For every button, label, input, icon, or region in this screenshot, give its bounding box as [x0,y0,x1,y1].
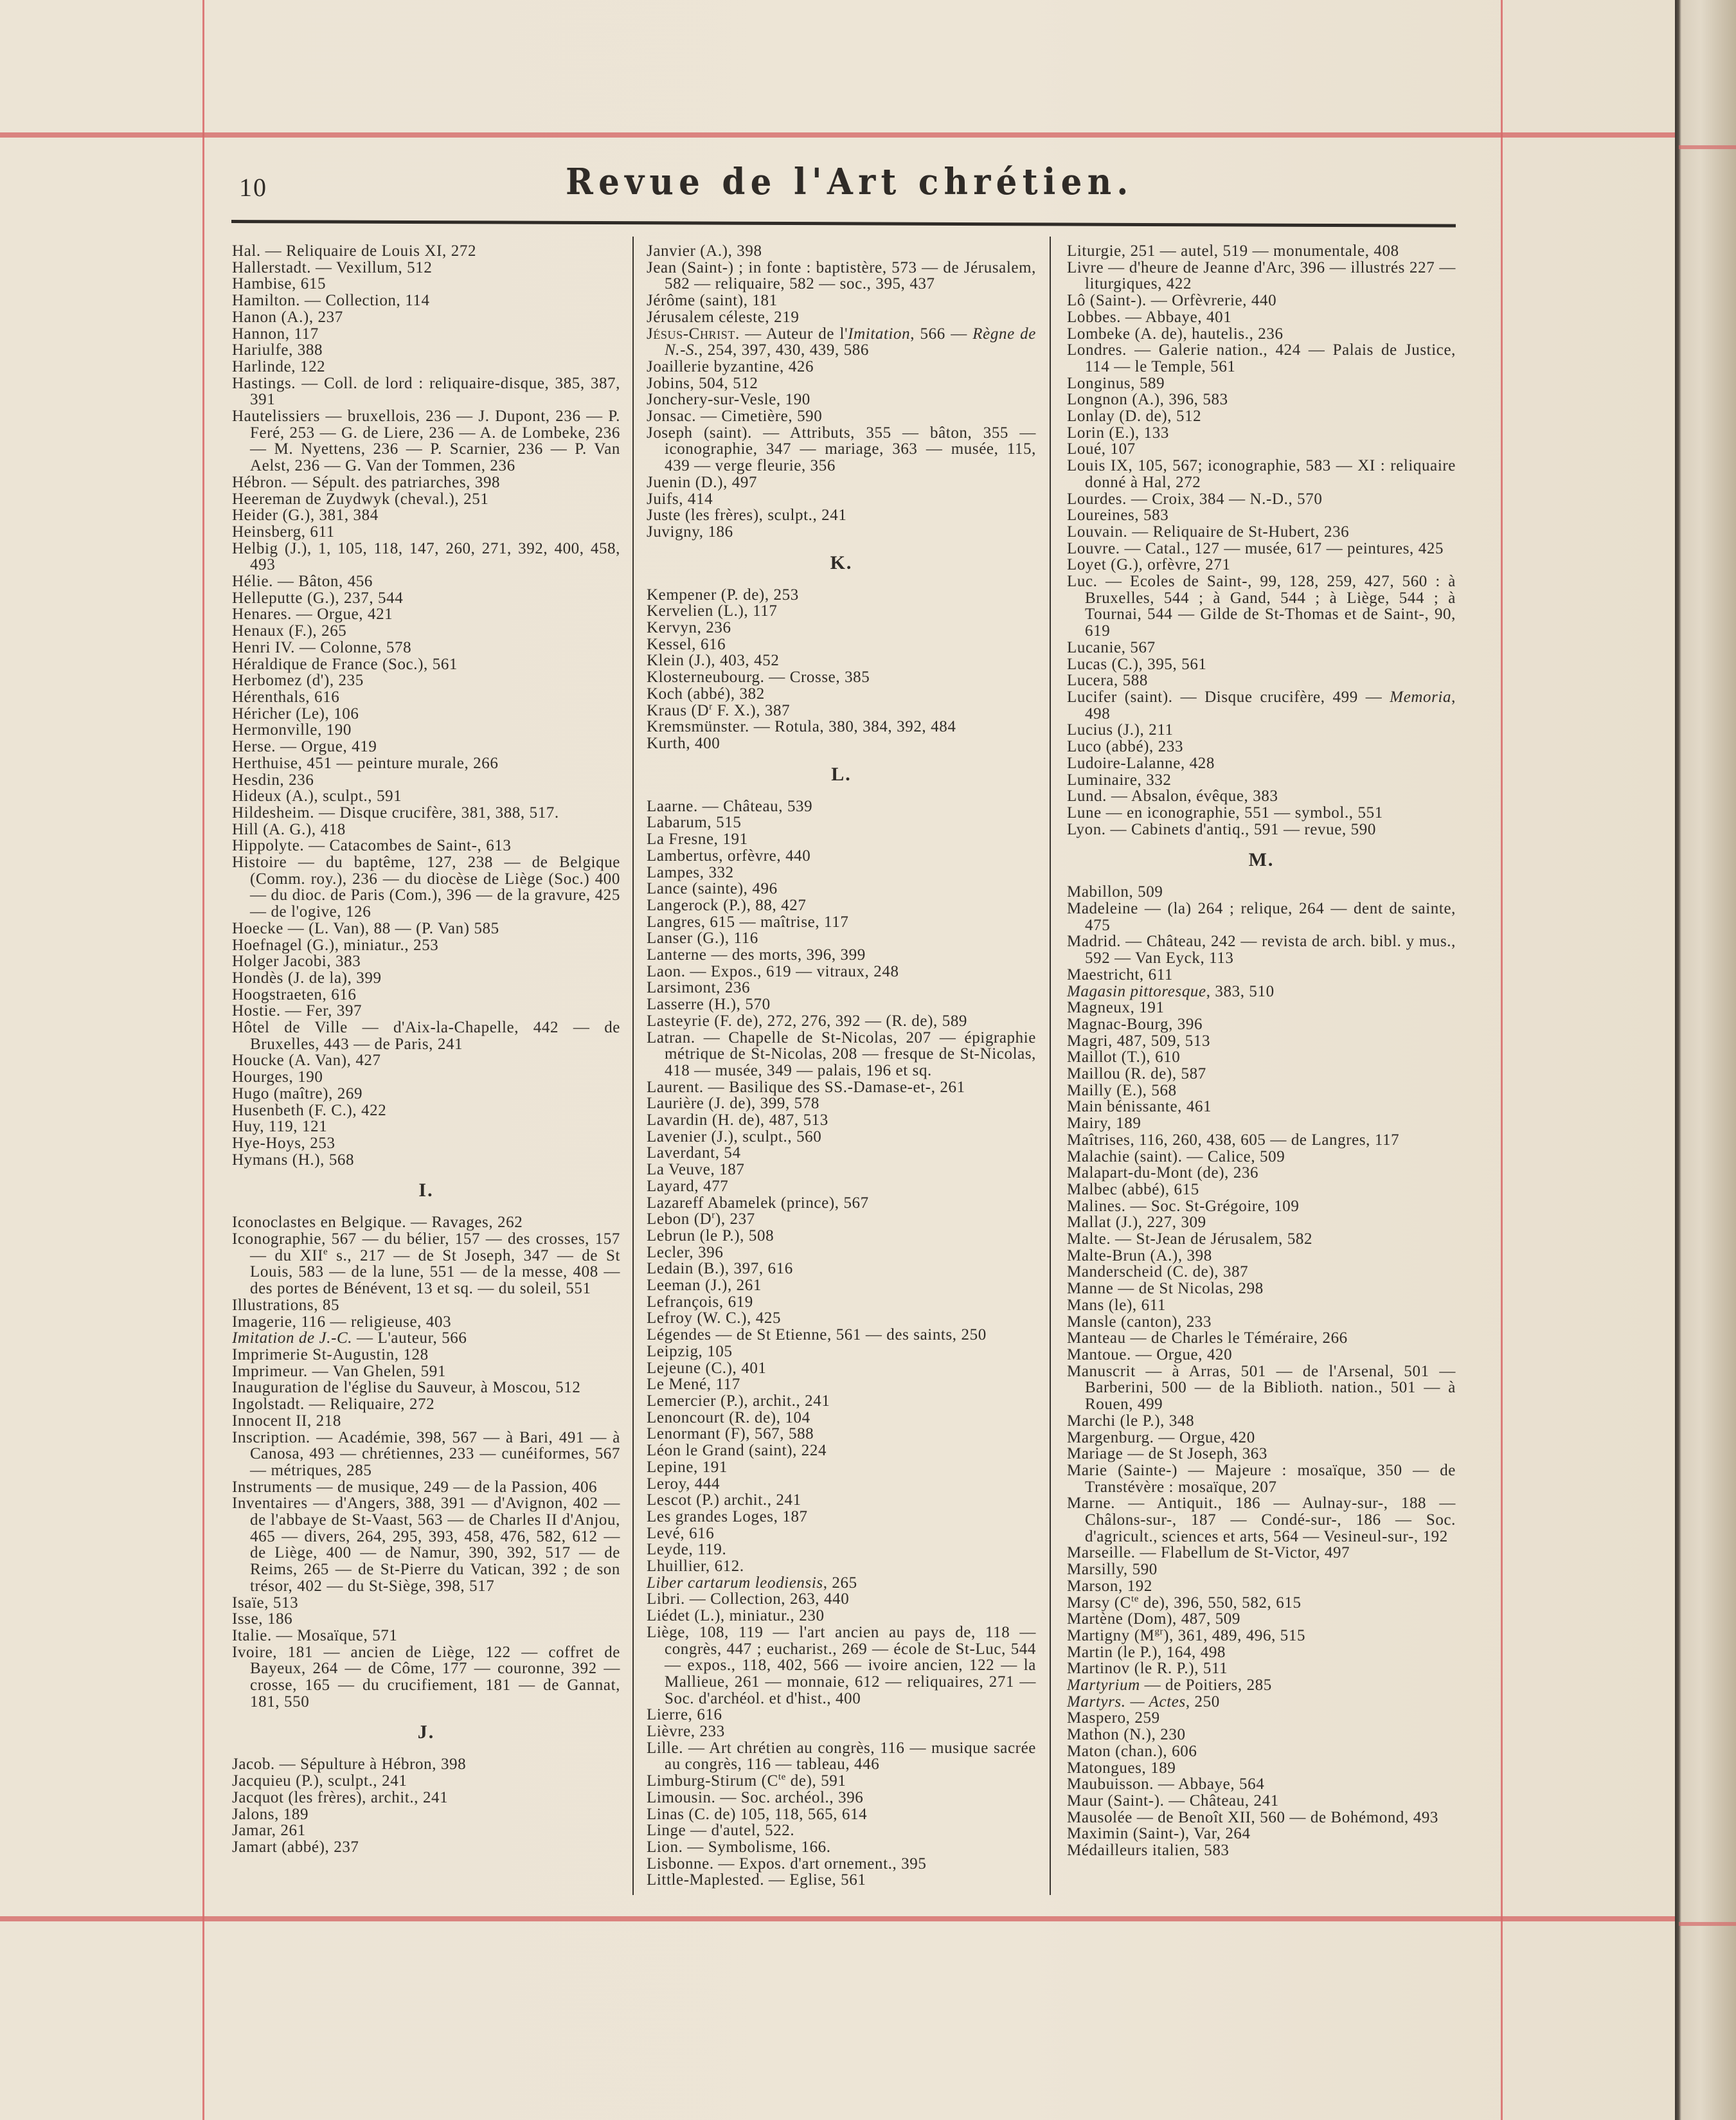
index-entry: Innocent II, 218 [232,1412,341,1430]
index-entry: Lune — en iconographie, 551 — symbol., 551 [1067,804,1383,822]
index-entry: Manne — de St Nicolas, 298 [1067,1280,1264,1298]
index-entry: Libri. — Collection, 263, 440 [647,1590,850,1608]
index-entry: Hye-Hoys, 253 [232,1134,336,1152]
index-entry: Marson, 192 [1067,1577,1152,1595]
index-entry: Magri, 487, 509, 513 [1067,1032,1211,1050]
index-entry: Mansle (canton), 233 [1067,1313,1212,1331]
index-entry: Manderscheid (C. de), 387 [1067,1263,1249,1281]
entry-text: , 265 [823,1574,857,1592]
index-entry: Hondès (J. de la), 399 [232,969,382,987]
index-entry: Martinov (le R. P.), 511 [1067,1660,1228,1678]
entry-text: . — Auteur de l' [735,325,848,343]
section-letter-heading: J. [417,1721,435,1743]
index-entry: Hoefnagel (G.), miniatur., 253 [232,936,439,954]
entry-italic-title: Règne de N.-S. [665,325,1036,359]
index-entry: La Veuve, 187 [647,1161,745,1179]
entry-text: Martigny (M [1067,1626,1155,1644]
entry-text: Lucifer (saint). — Disque crucifère, 499 — [1067,688,1390,706]
index-entry: Marsilly, 590 [1067,1561,1158,1579]
index-entry: Lô (Saint-). — Orfèvrerie, 440 [1067,292,1277,310]
entry-superscript: e [323,1246,328,1257]
index-entry: Loureines, 583 [1067,507,1169,525]
index-entry [647,703,1036,719]
index-entry: Mariage — de St Joseph, 363 [1067,1445,1267,1463]
entry-text: — L'auteur, 566 [352,1329,467,1347]
index-entry: Lasserre (H.), 570 [647,996,771,1014]
index-entry [647,1575,1036,1592]
index-entry: Mans (le), 611 [1067,1296,1166,1314]
index-entry: Imprimeur. — Van Ghelen, 591 [232,1362,446,1380]
index-entry: Heinsberg, 611 [232,523,335,541]
index-entry: Isse, 186 [232,1610,293,1628]
column-divider [632,237,634,1895]
index-entry: Malachie (saint). — Calice, 509 [1067,1147,1285,1165]
index-entry: Ivoire, 181 — ancien de Liège, 122 — coffret de Bayeux, 264 — de Côme, 177 — couronne, 392 — crosse, 165 — du crucifiement, 181 — de Gannat, 181, 550 [232,1643,620,1711]
index-entry: Linas (C. de) 105, 118, 565, 614 [647,1805,868,1823]
index-entry: Jobins, 504, 512 [647,374,758,392]
index-entry: Herthuise, 451 — peinture murale, 266 [232,754,499,772]
index-entry: Lucanie, 567 [1067,638,1156,656]
entry-text: Iconographie, 567 — du bélier, 157 — des crosses, 157 — du XII [232,1230,620,1264]
index-entry: Lebrun (le P.), 508 [647,1226,774,1244]
index-entry: Maximin (Saint-), Var, 264 [1067,1825,1251,1843]
index-entry [1067,1628,1456,1644]
section-letter-heading: K. [830,552,853,573]
entry-superscript: gr [1154,1626,1164,1637]
index-entry: Inscription. — Académie, 398, 567 — à Bari, 491 — à Canosa, 493 — chrétiennes, 233 — cunéiformes, 567 — métriques, 285 [232,1428,620,1479]
index-column-2 [647,243,1036,1889]
index-entry: Hôtel de Ville — d'Aix-la-Chapelle, 442 — de Bruxelles, 443 — de Paris, 241 [232,1019,620,1053]
index-entry: Hariulfe, 388 [232,341,323,359]
index-entry: Leroy, 444 [647,1475,720,1493]
index-entry: Heereman de Zuydwyk (cheval.), 251 [232,490,489,508]
entry-text: s., 217 — de St Joseph, 347 — de St Louis, 583 — de la lune, 551 — de la messe, 408 — des portes de Bénévent, 13 et sq. — du soleil, 551 [250,1246,620,1298]
index-entry: Husenbeth (F. C.), 422 [232,1101,387,1119]
entry-superscript: te [1131,1594,1139,1604]
index-entry: Joaillerie byzantine, 426 [647,357,814,375]
index-entry: Klein (J.), 403, 452 [647,652,780,670]
index-entry: Joseph (saint). — Attributs, 355 — bâton, 355 — iconographie, 347 — mariage, 363 — musée, 115, 439 — verge fleurie, 356 [647,424,1036,475]
index-entry: Malte-Brun (A.), 398 [1067,1246,1212,1264]
index-entry [647,326,1036,359]
index-entry: Lampes, 332 [647,863,734,881]
index-entry: Huy, 119, 121 [232,1118,328,1136]
index-entry: Maîtrises, 116, 260, 438, 605 — de Langres, 117 [1067,1131,1400,1149]
index-entry: Labarum, 515 [647,814,742,832]
index-entry: Maillot (T.), 610 [1067,1048,1181,1066]
index-entry: Lion. — Symbolisme, 166. [647,1838,831,1856]
index-entry: Lambertus, orfèvre, 440 [647,847,811,865]
index-entry: Lourdes. — Croix, 384 — N.-D., 570 [1067,490,1323,508]
entry-text: de), 591 [785,1772,846,1790]
binding-margin-rule-bottom [1679,1922,1736,1926]
entry-text: Kraus (D [647,701,710,719]
index-entry: Lisbonne. — Expos. d'art ornement., 395 [647,1855,927,1873]
index-entry: Leeman (J.), 261 [647,1277,762,1295]
index-entry: Hymans (H.), 568 [232,1151,355,1169]
index-entry [1067,1595,1456,1612]
index-entry: Instruments — de musique, 249 — de la Passion, 406 [232,1478,598,1496]
index-entry: Hélie. — Bâton, 456 [232,573,373,591]
index-entry: Houcke (A. Van), 427 [232,1052,381,1070]
index-entry: Héraldique de France (Soc.), 561 [232,655,458,673]
index-entry: Larsimont, 236 [647,979,751,997]
index-entry: Mallat (J.), 227, 309 [1067,1214,1206,1232]
index-entry: Kervyn, 236 [647,619,731,637]
index-entry: Leyde, 119. [647,1541,727,1559]
index-entry: Louis IX, 105, 567; iconographie, 583 — XI : reliquaire donné à Hal, 272 [1067,457,1456,491]
index-entry: La Fresne, 191 [647,831,748,849]
index-entry [647,1773,1036,1790]
entry-italic-title: Liber cartarum leodiensis [647,1574,823,1592]
index-entry: Laurent. — Basilique des SS.-Damase-et-, 261 [647,1078,965,1096]
index-entry: Inauguration de l'église du Sauveur, à Moscou, 512 [232,1379,581,1397]
index-entry: Lescot (P.) archit., 241 [647,1491,801,1509]
right-margin-rule [1501,0,1503,2120]
index-entry: Lanser (G.), 116 [647,930,758,948]
index-entry: Margenburg. — Orgue, 420 [1067,1428,1255,1446]
index-entry [1067,984,1456,1000]
index-entry: Kremsmünster. — Rotula, 380, 384, 392, 484 [647,718,956,736]
index-entry: Harlinde, 122 [232,357,326,375]
index-entry: Laverdant, 54 [647,1144,741,1162]
index-entry: Lejeune (C.), 401 [647,1359,767,1377]
index-entry: Hill (A. G.), 418 [232,820,346,838]
index-entry: Manuscrit — à Arras, 501 — de l'Arsenal, 501 — Barberini, 500 — de la Biblioth. nation., 501 — à Rouen, 499 [1067,1362,1456,1414]
index-entry: Mausolée — de Benoît XII, 560 — de Bohémond, 493 [1067,1808,1439,1826]
index-entry: Hermonville, 190 [232,721,352,739]
index-entry: Mailly (E.), 568 [1067,1081,1177,1099]
index-entry: Londres. — Galerie nation., 424 — Palais de Justice, 114 — le Temple, 561 [1067,341,1456,375]
index-entry: Livre — d'heure de Jeanne d'Arc, 396 — illustrés 227 — liturgiques, 422 [1067,258,1456,293]
index-entry: Juvigny, 186 [647,523,733,541]
index-entry: Hesdin, 236 [232,771,314,789]
index-entry: Maur (Saint-). — Château, 241 [1067,1792,1279,1810]
index-entry: Illustrations, 85 [232,1296,340,1314]
index-entry: Liédet (L.), miniatur., 230 [647,1607,825,1625]
index-entry: Jérôme (saint), 181 [647,292,778,310]
index-entry: Langerock (P.), 88, 427 [647,896,807,914]
index-entry: Imagerie, 116 — religieuse, 403 [232,1313,452,1331]
index-entry: Lombeke (A. de), hautelis., 236 [1067,325,1284,343]
index-entry: Le Mené, 117 [647,1376,740,1394]
index-entry: Malines. — Soc. St-Grégoire, 109 [1067,1197,1300,1215]
index-entry: Lhuillier, 612. [647,1558,744,1576]
index-entry: Matongues, 189 [1067,1759,1176,1777]
index-entry: Juifs, 414 [647,490,713,508]
index-entry: Hamilton. — Collection, 114 [232,292,430,310]
index-entry: Hérenthals, 616 [232,688,340,706]
index-entry: Marseille. — Flabellum de St-Victor, 497 [1067,1544,1350,1562]
index-entry: Kempener (P. de), 253 [647,586,799,604]
index-entry: Lemercier (P.), archit., 241 [647,1392,830,1410]
index-entry: Manteau — de Charles le Téméraire, 266 [1067,1329,1348,1347]
index-entry: Linge — d'autel, 522. [647,1822,795,1840]
entry-superscript: r [709,701,713,712]
index-entry [1067,1677,1456,1694]
index-entry: Lucas (C.), 395, 561 [1067,655,1207,673]
index-entry: Jamart (abbé), 237 [232,1838,359,1856]
index-entry: Maillou (R. de), 587 [1067,1065,1206,1083]
index-entry: Hourges, 190 [232,1068,323,1086]
index-entry: Héricher (Le), 106 [232,705,359,723]
entry-italic-title: Imitation de J.-C. [232,1329,353,1347]
index-entry: Koch (abbé), 382 [647,685,765,703]
index-entry: Luminaire, 332 [1067,771,1172,789]
index-entry: Hautelissiers — bruxellois, 236 — J. Dupont, 236 — P. Feré, 253 — G. de Liere, 236 — A. de Lombeke, 236 — M. Nyettens, 236 — P. Scarnier, 236 — P. Van Aelst, 236 — G. Van der Tommen, 236 [232,408,620,475]
index-entry: Marne. — Antiquit., 186 — Aulnay-sur-, 188 — Châlons-sur-, 187 — Condé-sur-, 186 — Soc. d'agricult., sciences et arts, 564 — Vesineul-sur-, 192 [1067,1495,1456,1545]
page-number: 10 [239,173,267,202]
index-entry: Lille. — Art chrétien au congrès, 116 — musique sacrée au congrès, 116 — tableau, 446 [647,1739,1036,1774]
index-entry: Marchi (le P.), 348 [1067,1412,1195,1430]
index-entry: Magneux, 191 [1067,999,1165,1017]
index-entry: Iconoclastes en Belgique. — Ravages, 262 [232,1214,523,1232]
entry-text: Marsy (C [1067,1594,1131,1612]
index-entry: Longinus, 589 [1067,374,1165,392]
index-entry: Malte. — St-Jean de Jérusalem, 582 [1067,1230,1313,1248]
index-entry: Médailleurs italien, 583 [1067,1842,1230,1860]
index-entry: Marie (Sainte-) — Majeure : mosaïque, 350 — de Transtévère : mosaïque, 207 [1067,1461,1456,1496]
entry-text: — de Poitiers, 285 [1140,1676,1272,1694]
index-entry: Layard, 477 [647,1177,729,1195]
index-entry: Hal. — Reliquaire de Louis XI, 272 [232,242,477,260]
index-entry: Ledain (B.), 397, 616 [647,1260,793,1278]
index-entry: Hambise, 615 [232,275,327,293]
index-entry: Laurière (J. de), 399, 578 [647,1095,819,1113]
index-entry: Jean (Saint-) ; in fonte : baptistère, 573 — de Jérusalem, 582 — reliquaire, 582 — soc., 395, 437 [647,258,1036,293]
index-entry: Henri IV. — Colonne, 578 [232,638,412,656]
index-entry: Lorin (E.), 133 [1067,424,1169,442]
top-margin-rule [0,132,1678,138]
entry-text: , 566 — [910,325,973,343]
entry-superscript: r [711,1210,715,1221]
index-entry: Jacquot (les frères), archit., 241 [232,1788,449,1806]
index-entry: Loyet (G.), orfèvre, 271 [1067,556,1231,574]
index-entry: Jamar, 261 [232,1822,306,1840]
index-entry: Hippolyte. — Catacombes de Saint-, 613 [232,837,512,855]
index-entry: Lièvre, 233 [647,1723,725,1741]
index-entry: Latran. — Chapelle de St-Nicolas, 207 — épigraphie métrique de St-Nicolas, 208 — fresque de St-Nicolas, 418 — musée, 349 — palais, 196 et sq. [647,1029,1036,1079]
index-entry: Henares. — Orgue, 421 [232,606,393,624]
index-entry: Lefrançois, 619 [647,1293,753,1311]
index-entry: Hoogstraeten, 616 [232,985,357,1003]
entry-small-caps: Jésus-Christ [647,325,735,343]
index-entry: Liturgie, 251 — autel, 519 — monumentale, 408 [1067,242,1399,260]
index-entry: Mathon (N.), 230 [1067,1726,1186,1744]
index-entry: Lonlay (D. de), 512 [1067,408,1202,426]
index-entry: Kervelien (L.), 117 [647,602,778,620]
index-entry: Hostie. — Fer, 397 [232,1002,362,1020]
index-entry [232,1231,620,1297]
index-entry: Louvain. — Reliquaire de St-Hubert, 236 [1067,523,1350,541]
entry-italic-title: Martyrs. — Actes [1067,1693,1186,1711]
page-binding-edge [1675,0,1736,2120]
index-entry: Herbomez (d'), 235 [232,672,364,690]
entry-italic-title: Memoria [1390,688,1452,706]
index-entry: Lecler, 396 [647,1243,724,1261]
index-entry: Helleputte (G.), 237, 544 [232,589,404,607]
entry-text: F. X.), 387 [712,701,791,719]
index-entry: Heider (G.), 381, 384 [232,507,379,525]
index-entry: Hastings. — Coll. de lord : reliquaire-disque, 385, 387, 391 [232,374,620,409]
left-margin-rule [202,0,204,2120]
index-entry: Lavardin (H. de), 487, 513 [647,1111,828,1129]
index-entry: Klosterneubourg. — Crosse, 385 [647,669,870,687]
index-entry: Lazareff Abamelek (prince), 567 [647,1194,869,1212]
index-entry: Lefroy (W. C.), 425 [647,1309,782,1327]
entry-text: Lebon (D [647,1210,712,1228]
running-title: Revue de l'Art chrétien. [566,161,1134,203]
section-letter-heading: M. [1248,849,1275,871]
index-entry [1067,1694,1456,1711]
index-entry: Hildesheim. — Disque crucifère, 381, 388, 517. [232,804,559,822]
section-letter-heading: L. [831,763,852,785]
index-entry: Italie. — Mosaïque, 571 [232,1626,398,1644]
index-entry: Inventaires — d'Angers, 388, 391 — d'Avignon, 402 — de l'abbaye de St-Vaast, 563 — de Charles II d'Anjou, 465 — divers, 264, 295, 393, 458, 476, 582, 612 — de Liège, 400 — de Namur, 390, 392, 517 — de Reims, 265 — de St-Pierre du Vatican, 392 ; de son trésor, 402 — du St-Siège, 398, 517 [232,1495,620,1595]
section-letter-heading: I. [418,1180,434,1201]
index-entry: Ludoire-Lalanne, 428 [1067,754,1215,772]
index-entry: Levé, 616 [647,1524,715,1542]
index-entry: Hideux (A.), sculpt., 591 [232,787,402,805]
index-entry: Maton (chan.), 606 [1067,1742,1197,1760]
index-entry: Martène (Dom), 487, 509 [1067,1610,1240,1628]
index-entry: Mantoue. — Orgue, 420 [1067,1346,1233,1363]
entry-text: ), 361, 489, 496, 515 [1163,1626,1306,1644]
entry-superscript: te [778,1772,786,1783]
index-entry: Lavenier (J.), sculpt., 560 [647,1127,822,1145]
index-entry: Hoecke — (L. Van), 88 — (P. Van) 585 [232,919,499,937]
index-entry: Les grandes Loges, 187 [647,1507,808,1525]
column-divider [1050,237,1051,1895]
index-entry: Jacob. — Sépulture à Hébron, 398 [232,1756,467,1774]
index-entry: Luco (abbé), 233 [1067,738,1184,756]
index-entry: Louvre. — Catal., 127 — musée, 617 — peintures, 425 [1067,539,1444,557]
index-entry: Limousin. — Soc. archéol., 396 [647,1788,864,1806]
index-entry: Juenin (D.), 497 [647,473,758,491]
index-entry [232,1330,620,1347]
index-entry: Main bénissante, 461 [1067,1098,1212,1116]
index-entry: Histoire — du baptême, 127, 238 — de Belgique (Comm. roy.), 236 — du diocèse de Liège (Soc.) 400 — du dioc. de Paris (Com.), 396 — de la gravure, 425 — de l'ogive, 126 [232,854,620,921]
index-entry: Helbig (J.), 1, 105, 118, 147, 260, 271, 392, 400, 458, 493 [232,539,620,574]
index-entry: Jacquieu (P.), sculpt., 241 [232,1772,407,1790]
entry-text: de), 396, 550, 582, 615 [1138,1594,1302,1612]
index-entry: Lenoncourt (R. de), 104 [647,1408,810,1426]
index-entry: Maubuisson. — Abbaye, 564 [1067,1775,1265,1793]
index-entry: Juste (les frères), sculpt., 241 [647,507,847,525]
index-entry: Leipzig, 105 [647,1342,733,1360]
index-entry: Janvier (A.), 398 [647,242,762,260]
index-entry [1067,689,1456,722]
index-entry: Longnon (A.), 396, 583 [1067,391,1228,409]
index-entry: Liège, 108, 119 — l'art ancien au pays de, 118 — congrès, 447 ; eucharist., 269 — école de St-Luc, 544 — expos., 118, 402, 566 — ivoire ancien, 122 — la Mallieue, 261 — monnaie, 612 — reliquaires, 271 — Soc. d'archéol. et d'hist., 400 [647,1623,1036,1707]
entry-italic-title: Imitation [848,325,911,343]
index-entry: Madrid. — Château, 242 — revista de arch. bibl. y mus., 592 — Van Eyck, 113 [1067,933,1456,967]
entry-text: , 254, 397, 430, 439, 586 [699,341,869,359]
index-entry: Lenormant (F), 567, 588 [647,1425,814,1443]
index-entry [647,1211,1036,1228]
index-entry: Loué, 107 [1067,440,1136,458]
index-entry: Mairy, 189 [1067,1115,1141,1133]
index-entry: Léon le Grand (saint), 224 [647,1442,827,1460]
index-entry: Laon. — Expos., 619 — vitraux, 248 [647,962,899,980]
index-entry: Mabillon, 509 [1067,883,1163,901]
entry-text: Limburg-Stirum (C [647,1772,778,1790]
index-entry: Hannon, 117 [232,325,319,343]
index-entry: Ingolstadt. — Reliquaire, 272 [232,1396,435,1414]
index-entry: Madeleine — (la) 264 ; relique, 264 — dent de sainte, 475 [1067,900,1456,934]
index-column-1 [232,243,620,1856]
index-entry: Isaïe, 513 [232,1594,299,1612]
index-entry: Herse. — Orgue, 419 [232,738,377,756]
index-entry: Hanon (A.), 237 [232,308,343,326]
index-entry: Jonsac. — Cimetière, 590 [647,408,823,426]
index-entry: Lucera, 588 [1067,672,1148,690]
entry-text: ), 237 [715,1210,755,1228]
index-entry: Lyon. — Cabinets d'antiq., 591 — revue, 590 [1067,820,1376,838]
index-entry: Lucius (J.), 211 [1067,721,1174,739]
index-entry: Magnac-Bourg, 396 [1067,1015,1203,1033]
binding-margin-rule [1679,145,1736,149]
entry-italic-title: Magasin pittoresque [1067,982,1206,1000]
index-entry: Little-Maplested. — Eglise, 561 [647,1871,866,1889]
index-entry: Hallerstadt. — Vexillum, 512 [232,258,433,276]
index-entry: Jonchery-sur-Vesle, 190 [647,391,810,409]
index-entry: Lund. — Absalon, évêque, 383 [1067,787,1278,805]
index-entry: Lasteyrie (F. de), 272, 276, 392 — (R. de), 589 [647,1012,968,1030]
index-entry: Kurth, 400 [647,734,720,752]
index-entry: Luc. — Ecoles de Saint-, 99, 128, 259, 427, 560 : à Bruxelles, 544 ; à Gand, 544 ; à Liège, 544 ; à Tournai, 544 — Gilde de St-Thomas et de Saint-, 90, 619 [1067,573,1456,640]
index-entry: Lepine, 191 [647,1458,728,1476]
index-entry: Lanterne — des morts, 396, 399 [647,946,866,964]
entry-italic-title: Martyrium [1067,1676,1140,1694]
entry-text: , 383, 510 [1206,982,1275,1000]
index-entry: Imprimerie St-Augustin, 128 [232,1346,429,1363]
index-entry: Jalons, 189 [232,1805,309,1823]
index-entry: Hébron. — Sépult. des patriarches, 398 [232,473,501,491]
index-entry: Malbec (abbé), 615 [1067,1180,1199,1198]
index-entry: Maspero, 259 [1067,1709,1160,1727]
index-entry: Henaux (F.), 265 [232,622,347,640]
index-entry: Malapart-du-Mont (de), 236 [1067,1164,1259,1182]
index-entry: Kessel, 616 [647,635,726,653]
index-entry: Langres, 615 — maîtrise, 117 [647,913,849,931]
index-entry: Lance (sainte), 496 [647,880,778,898]
index-entry: Hugo (maître), 269 [232,1084,363,1102]
entry-text: , 250 [1185,1693,1220,1711]
index-entry: Lierre, 616 [647,1706,722,1724]
entry-text: , 498 [1085,688,1456,723]
index-entry: Martin (le P.), 164, 498 [1067,1643,1226,1661]
index-column-3 [1067,243,1456,1859]
index-entry: Jérusalem céleste, 219 [647,308,800,326]
index-entry: Maestricht, 611 [1067,966,1173,984]
index-entry: Laarne. — Château, 539 [647,797,813,815]
index-entry: Légendes — de St Etienne, 561 — des saints, 250 [647,1326,987,1344]
index-entry: Holger Jacobi, 383 [232,953,361,971]
bottom-margin-rule [0,1916,1678,1921]
index-entry: Lobbes. — Abbaye, 401 [1067,308,1232,326]
